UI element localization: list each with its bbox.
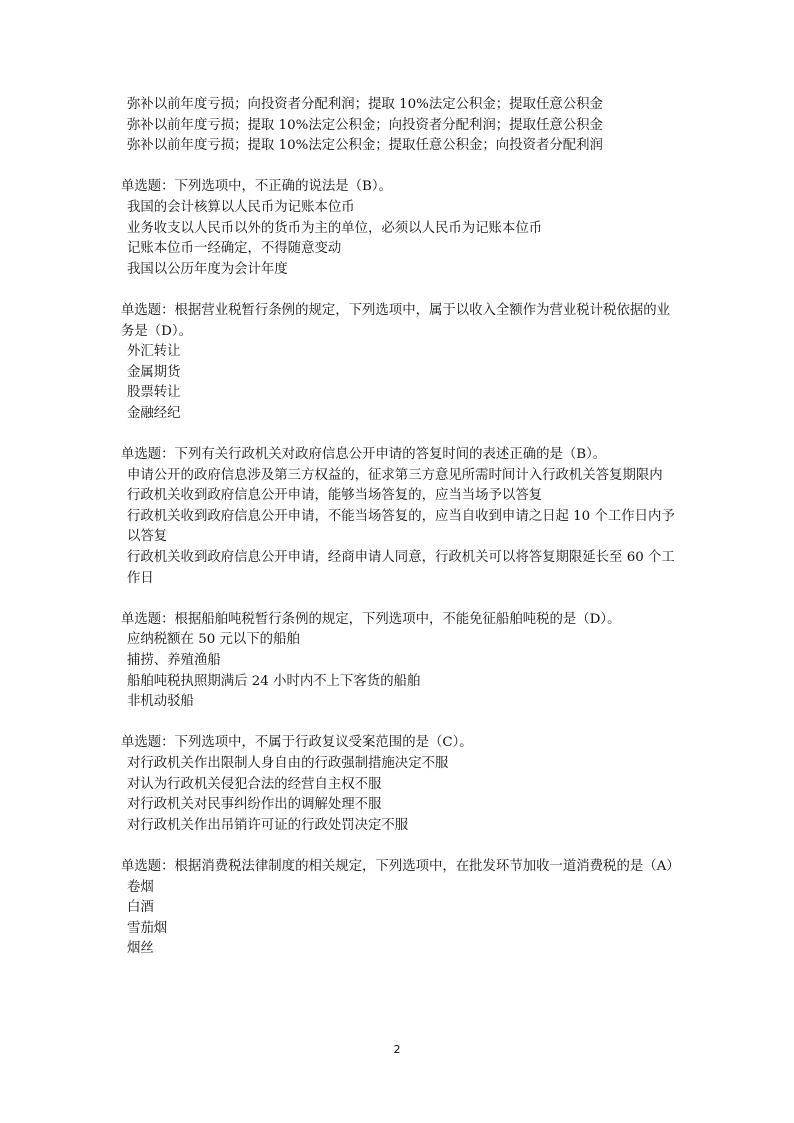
option-line: 烟丝 xyxy=(127,941,154,957)
question-stem: 单选题：下列选项中，不属于行政复议受案范围的是（C）。 xyxy=(121,735,473,751)
option-line: 应纳税额在 50 元以下的船舶 xyxy=(127,632,300,648)
option-line: 行政机关收到政府信息公开申请，经商申请人同意，行政机关可以将答复期限延长至 60 个工作日 xyxy=(127,550,675,586)
option-line: 记账本位币一经确定，不得随意变动 xyxy=(127,241,342,257)
question-block xyxy=(121,733,681,836)
question-block xyxy=(121,610,681,713)
option-line: 雪茄烟 xyxy=(127,920,168,936)
option-line: 对行政机关作出吊销许可证的行政处罚决定不服 xyxy=(127,817,409,833)
option-line: 卷烟 xyxy=(127,879,154,895)
option-line: 对行政机关作出限制人身自由的行政强制措施决定不服 xyxy=(127,756,449,771)
question-block xyxy=(121,857,681,960)
question-stem: 单选题：下列有关行政机关对政府信息公开申请的答复时间的表述正确的是（B）。 xyxy=(121,447,607,463)
option-line: 金属期货 xyxy=(127,364,181,380)
option-line: 股票转让 xyxy=(127,385,181,401)
option-line: 申请公开的政府信息涉及第三方权益的，征求第三方意见所需时间计入行政机关答复期限内 xyxy=(127,467,663,483)
option-line: 业务收支以人民币以外的货币为主的单位，必须以人民币为记账本位币 xyxy=(127,220,543,236)
option-line: 白酒 xyxy=(127,900,154,916)
option-line: 对行政机关对民事纠纷作出的调解处理不服 xyxy=(127,797,382,813)
question-stem: 单选题：下列选项中，不正确的说法是（B）。 xyxy=(121,179,392,195)
option-line: 非机动驳船 xyxy=(127,694,194,710)
page-content xyxy=(121,95,681,960)
option-line: 金融经纪 xyxy=(127,405,181,421)
question-block xyxy=(121,177,681,280)
question-block xyxy=(121,445,681,589)
question-stem: 单选题：根据消费税法律制度的相关规定，下列选项中，在批发环节加收一道消费税的是（A） xyxy=(121,858,680,874)
option-line: 我国的会计核算以人民币为记账本位币 xyxy=(127,199,355,215)
page-number: 2 xyxy=(393,1043,401,1056)
option-line: 外汇转让 xyxy=(127,344,181,360)
question-block xyxy=(121,301,681,425)
option-line: 弥补以前年度亏损；提取 10%法定公积金；提取任意公积金；向投资者分配利润 xyxy=(127,138,603,154)
option-line: 对认为行政机关侵犯合法的经营自主权不服 xyxy=(127,776,382,792)
top-options-block xyxy=(121,95,681,157)
option-line: 行政机关收到政府信息公开申请，不能当场答复的，应当自收到申请之日起 10 个工作日内予以答复 xyxy=(127,508,675,545)
option-line: 弥补以前年度亏损；提取 10%法定公积金；向投资者分配利润；提取任意公积金 xyxy=(127,117,603,133)
question-stem: 单选题：根据营业税暂行条例的规定，下列选项中，属于以收入全额作为营业税计税依据的业务是（D）。 xyxy=(121,302,671,339)
question-stem: 单选题：根据船舶吨税暂行条例的规定，下列选项中，不能免征船舶吨税的是（D）。 xyxy=(121,611,621,627)
option-line: 行政机关收到政府信息公开申请，能够当场答复的，应当当场予以答复 xyxy=(127,488,543,504)
option-line: 弥补以前年度亏损；向投资者分配利润；提取 10%法定公积金；提取任意公积金 xyxy=(127,97,603,112)
option-line: 船舶吨税执照期满后 24 小时内不上下客货的船舶 xyxy=(127,673,421,689)
option-line: 我国以公历年度为会计年度 xyxy=(127,261,288,277)
option-line: 捕捞、养殖渔船 xyxy=(127,653,221,669)
